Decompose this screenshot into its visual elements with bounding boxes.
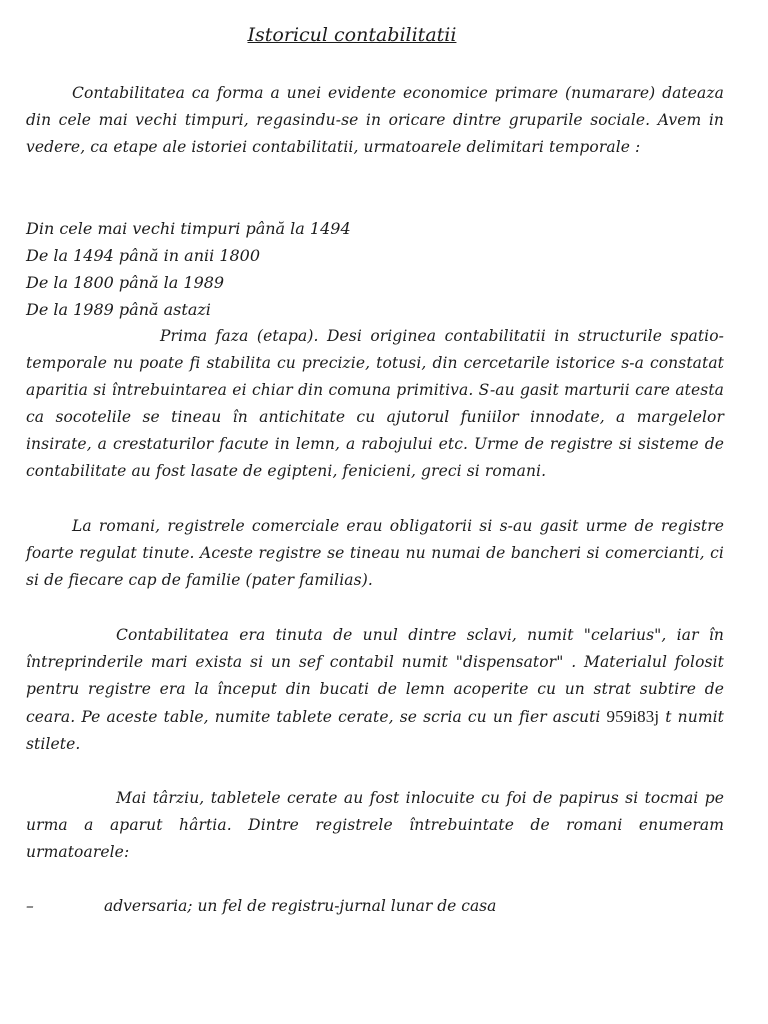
timeline-item-2: De la 1494 până in anii 1800 bbox=[26, 246, 261, 265]
paragraph-accounting-slaves-text: Contabilitatea era tinuta de unul dintre sclavi, numit "celarius", iar în întreprinderile mari exista si un sef contabil numit "dispensator" . Materialul folosit pentru registre era la început din bucati de lemn acoperite cu un strat subtire de ceara. Pe aceste table, numite tablete cerate, se scria cu un fier ascuti bbox=[26, 626, 724, 726]
inline-code-text: 959i83j bbox=[606, 707, 660, 726]
paragraph-first-phase: Prima faza (etapa). Desi originea contabilitatii in structurile spatio-temporale nu poate fi stabilita cu precizie, totusi, din cercetarile istorice s-a constatat aparitia si întrebuintarea ei chiar din comuna primitiva. S-au gasit marturii care atesta ca socotelile se tineau în antichitate cu ajutorul funiilor innodate, a margelelor insirate, a crestaturilor facute in lemn, a rabojului etc. Urme de registre si sisteme de contabilitate au fost lasate de egipteni, fenicieni, greci si romani. bbox=[26, 327, 724, 480]
paragraph-romans: La romani, registrele comerciale erau obligatorii si s-au gasit urme de registre foarte regulat tinute. Aceste registre se tineau nu numai de bancheri si comercianti, ci si de fiecare cap de familie (pater familias). bbox=[26, 517, 724, 589]
timeline-item-4: De la 1989 până astazi bbox=[26, 300, 211, 319]
document-title: Istoricul contabilitatii bbox=[247, 24, 457, 46]
timeline-item-3: De la 1800 până la 1989 bbox=[26, 273, 225, 292]
bullet-item-adversaria: adversaria; un fel de registru-jurnal lunar de casa bbox=[104, 897, 497, 915]
paragraph-accounting-slaves-end: t numit stilete. bbox=[26, 708, 725, 753]
bullet-dash: – bbox=[26, 897, 34, 915]
timeline-item-1: Din cele mai vechi timpuri până la 1494 bbox=[26, 219, 351, 238]
paragraph-later-papyrus: Mai târziu, tabletele cerate au fost inlocuite cu foi de papirus si tocmai pe urma a aparut hârtia. Dintre registrele întrebuintate de romani enumeram urmatoarele: bbox=[26, 789, 724, 861]
paragraph-accounting-slaves bbox=[26, 622, 724, 758]
paragraph-intro: Contabilitatea ca forma a unei evidente economice primare (numarare) dateaza din cele mai vechi timpuri, regasindu-se in oricare dintre gruparile sociale. Avem in vedere, ca etape ale istoriei contabilitatii, urmatoarele delimitari temporale : bbox=[26, 84, 724, 156]
